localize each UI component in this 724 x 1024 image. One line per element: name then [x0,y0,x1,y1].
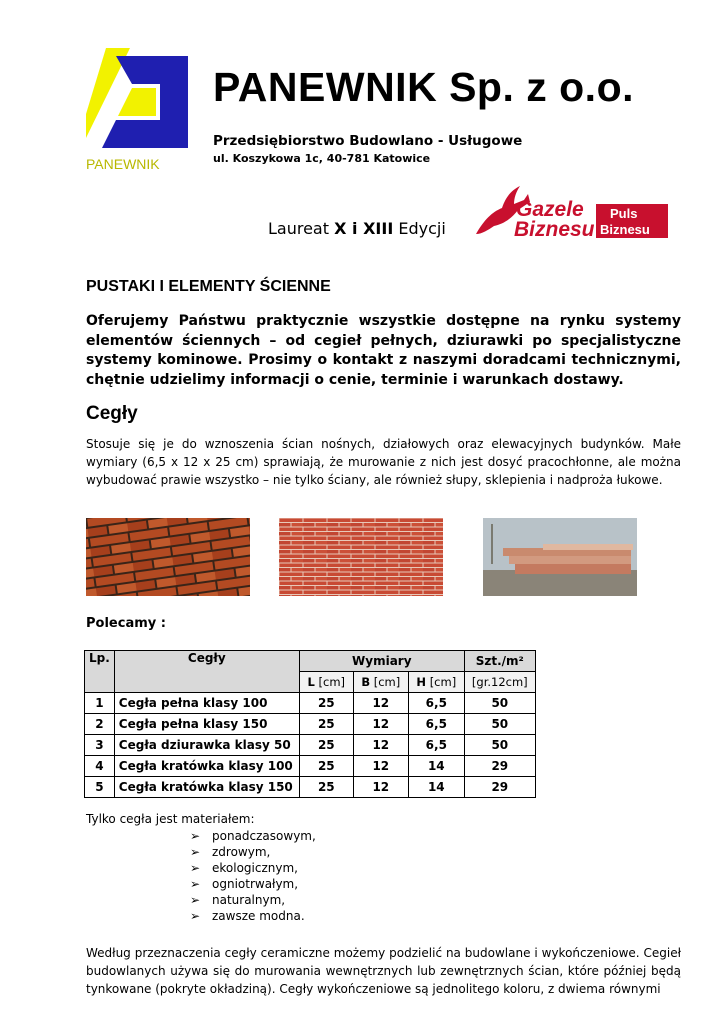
cell-h: 6,5 [408,693,464,714]
puls-biznesu-word: Biznesu [600,222,650,237]
logo-yellow-inner [118,88,156,116]
intro-paragraph: Oferujemy Państwu praktycznie wszystkie dostępne na rynku systemy elementów ściennych – od cegieł pełnych, dziurawki po specjalistyczne systemy kominowe. Prosimy o kontakt z naszymi doradcami technicznymi, chętnie udzielimy informacji o cenie, terminie i warunkach dostawy. [86,313,681,388]
cell-name: Cegła pełna klasy 150 [114,714,299,735]
sub-l-header: L [cm] [299,672,353,693]
col-szt-header: Szt./m² [464,651,535,672]
list-item: ➢ ponadczasowym, [190,829,316,843]
cell-h: 6,5 [408,714,464,735]
cell-szt: 50 [464,714,535,735]
cell-h: 14 [408,777,464,798]
laureat-editions: X i XIII [334,219,394,238]
cell-l: 25 [299,714,353,735]
cell-szt: 50 [464,735,535,756]
cell-lp: 3 [85,735,115,756]
laureat-prefix: Laureat [268,219,330,238]
brick-wall-photo-1 [86,518,250,596]
cell-name: Cegła kratówka klasy 100 [114,756,299,777]
cell-b: 12 [353,777,408,798]
table-row [85,756,536,777]
laureat-line [268,219,446,238]
cell-lp: 5 [85,777,115,798]
cell-h: 6,5 [408,735,464,756]
cell-h: 14 [408,756,464,777]
cegly-heading: Cegły [86,403,138,424]
sub-h-header: H [cm] [408,672,464,693]
cell-lp: 2 [85,714,115,735]
cell-name: Cegła pełna klasy 100 [114,693,299,714]
tylko-line: Tylko cegła jest materiałem: [86,812,255,826]
arrow-bullet-icon: ➢ [190,877,201,891]
sub-b-header: B [cm] [353,672,408,693]
section-title: PUSTAKI I ELEMENTY ŚCIENNE [86,278,331,295]
col-lp-header: Lp. [85,651,115,693]
cell-name: Cegła kratówka klasy 150 [114,777,299,798]
sub-szt-header: [gr.12cm] [464,672,535,693]
gazele-biznesu-badge [470,182,670,242]
cell-szt: 29 [464,777,535,798]
cell-lp: 4 [85,756,115,777]
company-subtitle: Przedsiębiorstwo Budowlano - Usługowe [213,133,523,149]
list-item: ➢ ogniotrwałym, [190,877,299,891]
cell-b: 12 [353,756,408,777]
puls-word: Puls [610,206,638,221]
col-wymiary-header: Wymiary [299,651,464,672]
cegly-paragraph: Stosuje się je do wznoszenia ścian nośnych, działowych oraz elewacyjnych budynków. Małe wymiary (6,5 x 12 x 25 cm) sprawiają, że murowanie z nich jest dosyć pracochłonne, ale można wybudować prawie wszystko – nie tylko ściany, ale również słupy, sklepienia i nadproża łukowe. [86,437,681,487]
products-table [84,650,536,798]
list-item: ➢ zawsze modna. [190,909,305,923]
cell-l: 25 [299,693,353,714]
list-item: ➢ ekologicznym, [190,861,298,875]
cell-b: 12 [353,693,408,714]
arrow-bullet-icon: ➢ [190,845,201,859]
brick-pallets-photo [483,518,637,596]
table-row [85,693,536,714]
cell-lp: 1 [85,693,115,714]
cell-szt: 29 [464,756,535,777]
brick-wall-photo-2 [279,518,443,596]
cell-l: 25 [299,735,353,756]
table-row [85,714,536,735]
company-name: PANEWNIK Sp. z o.o. [213,64,635,110]
cell-l: 25 [299,777,353,798]
cell-b: 12 [353,714,408,735]
arrow-bullet-icon: ➢ [190,829,201,843]
arrow-bullet-icon: ➢ [190,861,201,875]
arrow-bullet-icon: ➢ [190,893,201,907]
gazele-word: Gazele [516,198,584,221]
cell-szt: 50 [464,693,535,714]
company-address: ul. Koszykowa 1c, 40-781 Katowice [213,152,431,165]
cell-b: 12 [353,735,408,756]
arrow-bullet-icon: ➢ [190,909,201,923]
cell-name: Cegła dziurawka klasy 50 [114,735,299,756]
list-item: ➢ zdrowym, [190,845,271,859]
col-cegly-header: Cegły [114,651,299,693]
laureat-suffix: Edycji [398,219,446,238]
qualities-list [190,828,316,924]
cell-l: 25 [299,756,353,777]
closing-paragraph: Według przeznaczenia cegły ceramiczne możemy podzielić na budowlane i wykończeniowe. Cegieł budowlanych używa się do murowania wewnętrznych lub zewnętrznych ścian, które później będą tynkowane (pokryte okładziną). Cegły wykończeniowe są jednolitego koloru, z dwiema równymi [86,946,681,996]
list-item: ➢ naturalnym, [190,893,286,907]
table-row [85,777,536,798]
panewnik-logo [86,48,188,174]
table-row [85,735,536,756]
polecamy-label: Polecamy : [86,616,166,631]
logo-text: PANEWNIK [86,156,160,172]
biznesu-word: Biznesu [514,218,595,241]
